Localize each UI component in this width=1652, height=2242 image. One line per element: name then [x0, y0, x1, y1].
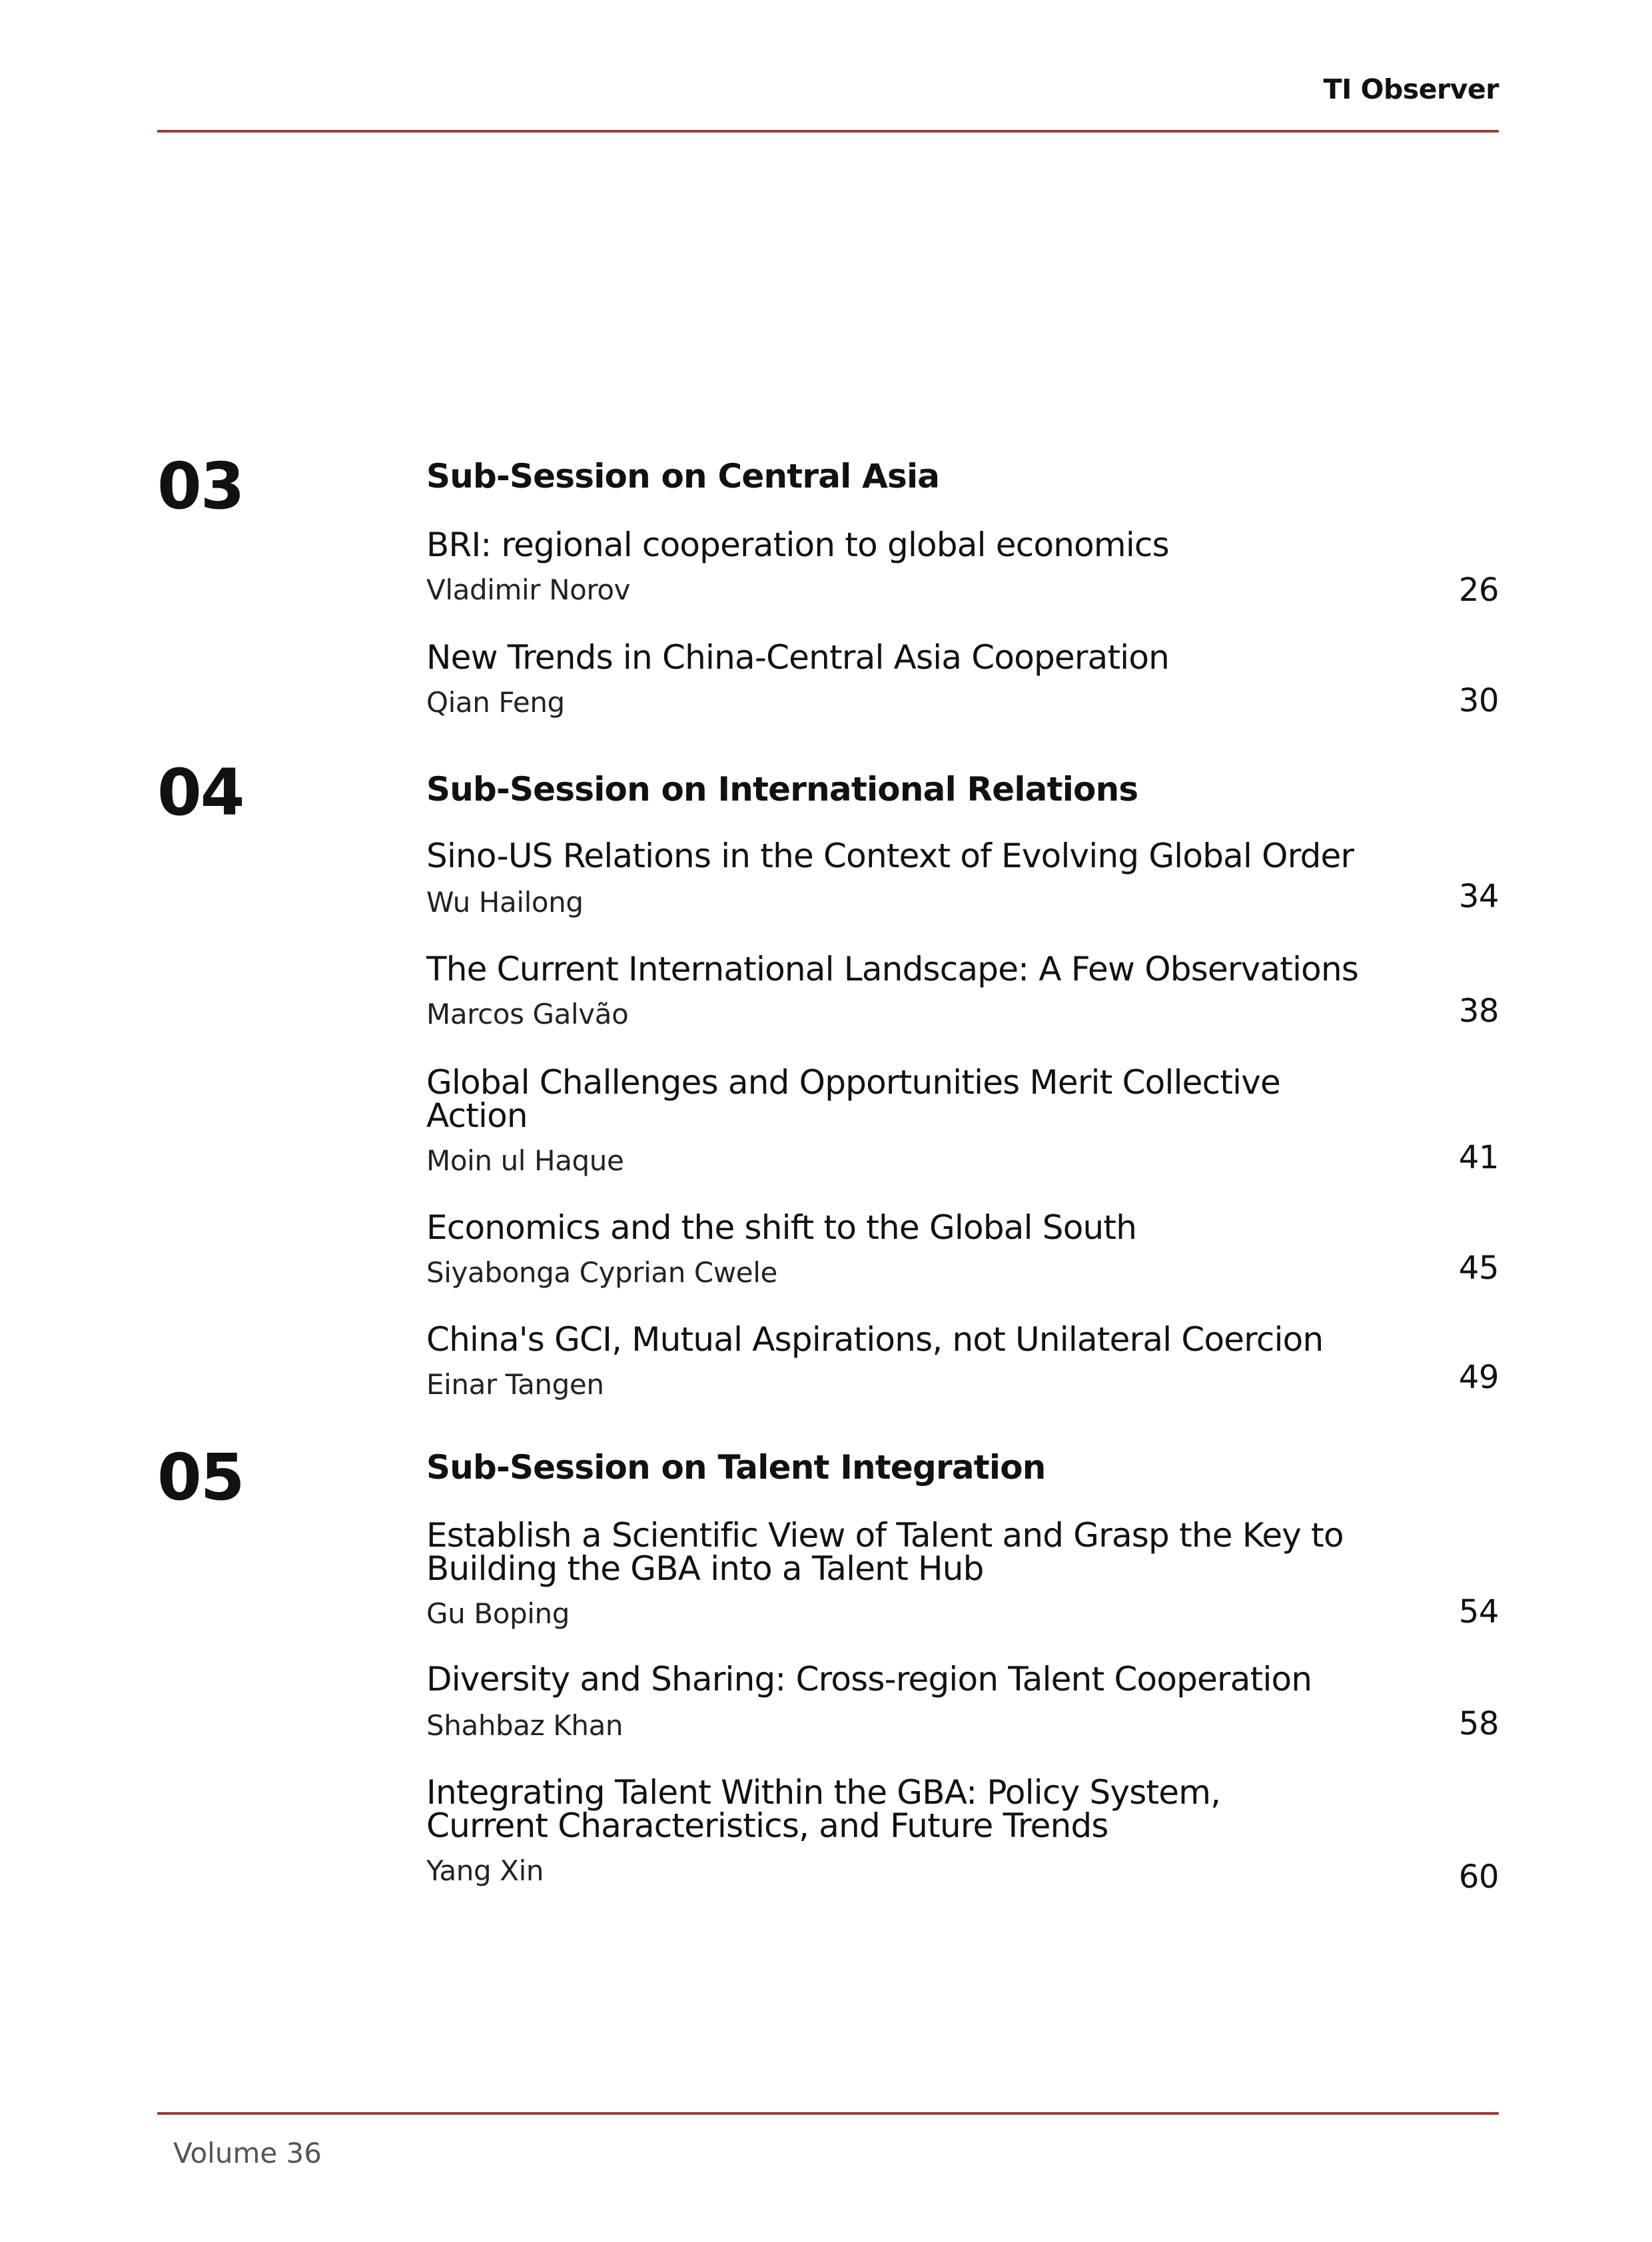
toc-entry-page[interactable]: 58: [1458, 1705, 1499, 1742]
toc-entry-author: Moin ul Haque: [426, 1144, 624, 1177]
toc-entry-author: Wu Hailong: [426, 886, 584, 919]
footer-divider: [157, 2112, 1499, 2115]
toc-entry-page[interactable]: 60: [1458, 1858, 1499, 1896]
toc-entry-page[interactable]: 34: [1458, 878, 1499, 915]
toc-entry-author: Marcos Galvão: [426, 998, 629, 1030]
toc-entry-author: Shahbaz Khan: [426, 1709, 623, 1742]
header-divider: [157, 130, 1499, 133]
toc-entry-author: Siyabonga Cyprian Cwele: [426, 1256, 777, 1289]
toc-entry-title[interactable]: Global Challenges and Opportunities Merit Collective Action: [426, 1063, 1280, 1135]
section-title: Sub-Session on Central Asia: [426, 457, 940, 496]
toc-entry-title[interactable]: The Current International Landscape: A Few Observations: [426, 950, 1359, 988]
section-number: 04: [157, 755, 244, 830]
toc-entry-author: Gu Boping: [426, 1597, 570, 1630]
toc-entry-title[interactable]: China's GCI, Mutual Aspirations, not Unilateral Coercion: [426, 1320, 1324, 1359]
toc-entry-page[interactable]: 54: [1458, 1593, 1499, 1631]
toc-entry-page[interactable]: 30: [1458, 682, 1499, 719]
toc-entry-page[interactable]: 38: [1458, 992, 1499, 1030]
section-number: 03: [157, 449, 244, 524]
toc-entry-author: Einar Tangen: [426, 1368, 604, 1401]
toc-entry-author: Yang Xin: [426, 1854, 544, 1887]
toc-entry-title[interactable]: Integrating Talent Within the GBA: Policy System, Current Characteristics, and Future Trends: [426, 1773, 1221, 1845]
toc-entry-author: Qian Feng: [426, 686, 565, 719]
toc-entry-title[interactable]: New Trends in China-Central Asia Cooperation: [426, 638, 1170, 677]
volume-label: Volume 36: [173, 2137, 322, 2169]
toc-entry-title[interactable]: Diversity and Sharing: Cross-region Talent Cooperation: [426, 1660, 1312, 1698]
toc-entry-author: Vladimir Norov: [426, 573, 631, 606]
section-title: Sub-Session on Talent Integration: [426, 1448, 1046, 1487]
publication-title: TI Observer: [1323, 73, 1499, 105]
toc-entry-title[interactable]: Establish a Scientific View of Talent and Grasp the Key to Building the GBA into a Talent Hub: [426, 1516, 1344, 1588]
toc-entry-page[interactable]: 45: [1458, 1250, 1499, 1287]
toc-entry-page[interactable]: 49: [1458, 1359, 1499, 1396]
section-number: 05: [157, 1440, 244, 1515]
toc-entry-title[interactable]: Sino-US Relations in the Context of Evolving Global Order: [426, 837, 1354, 875]
toc-entry-page[interactable]: 26: [1458, 571, 1499, 609]
toc-entry-title[interactable]: Economics and the shift to the Global South: [426, 1208, 1137, 1247]
toc-entry-title[interactable]: BRI: regional cooperation to global economics: [426, 526, 1169, 564]
toc-entry-page[interactable]: 41: [1458, 1139, 1499, 1176]
section-title: Sub-Session on International Relations: [426, 770, 1138, 809]
